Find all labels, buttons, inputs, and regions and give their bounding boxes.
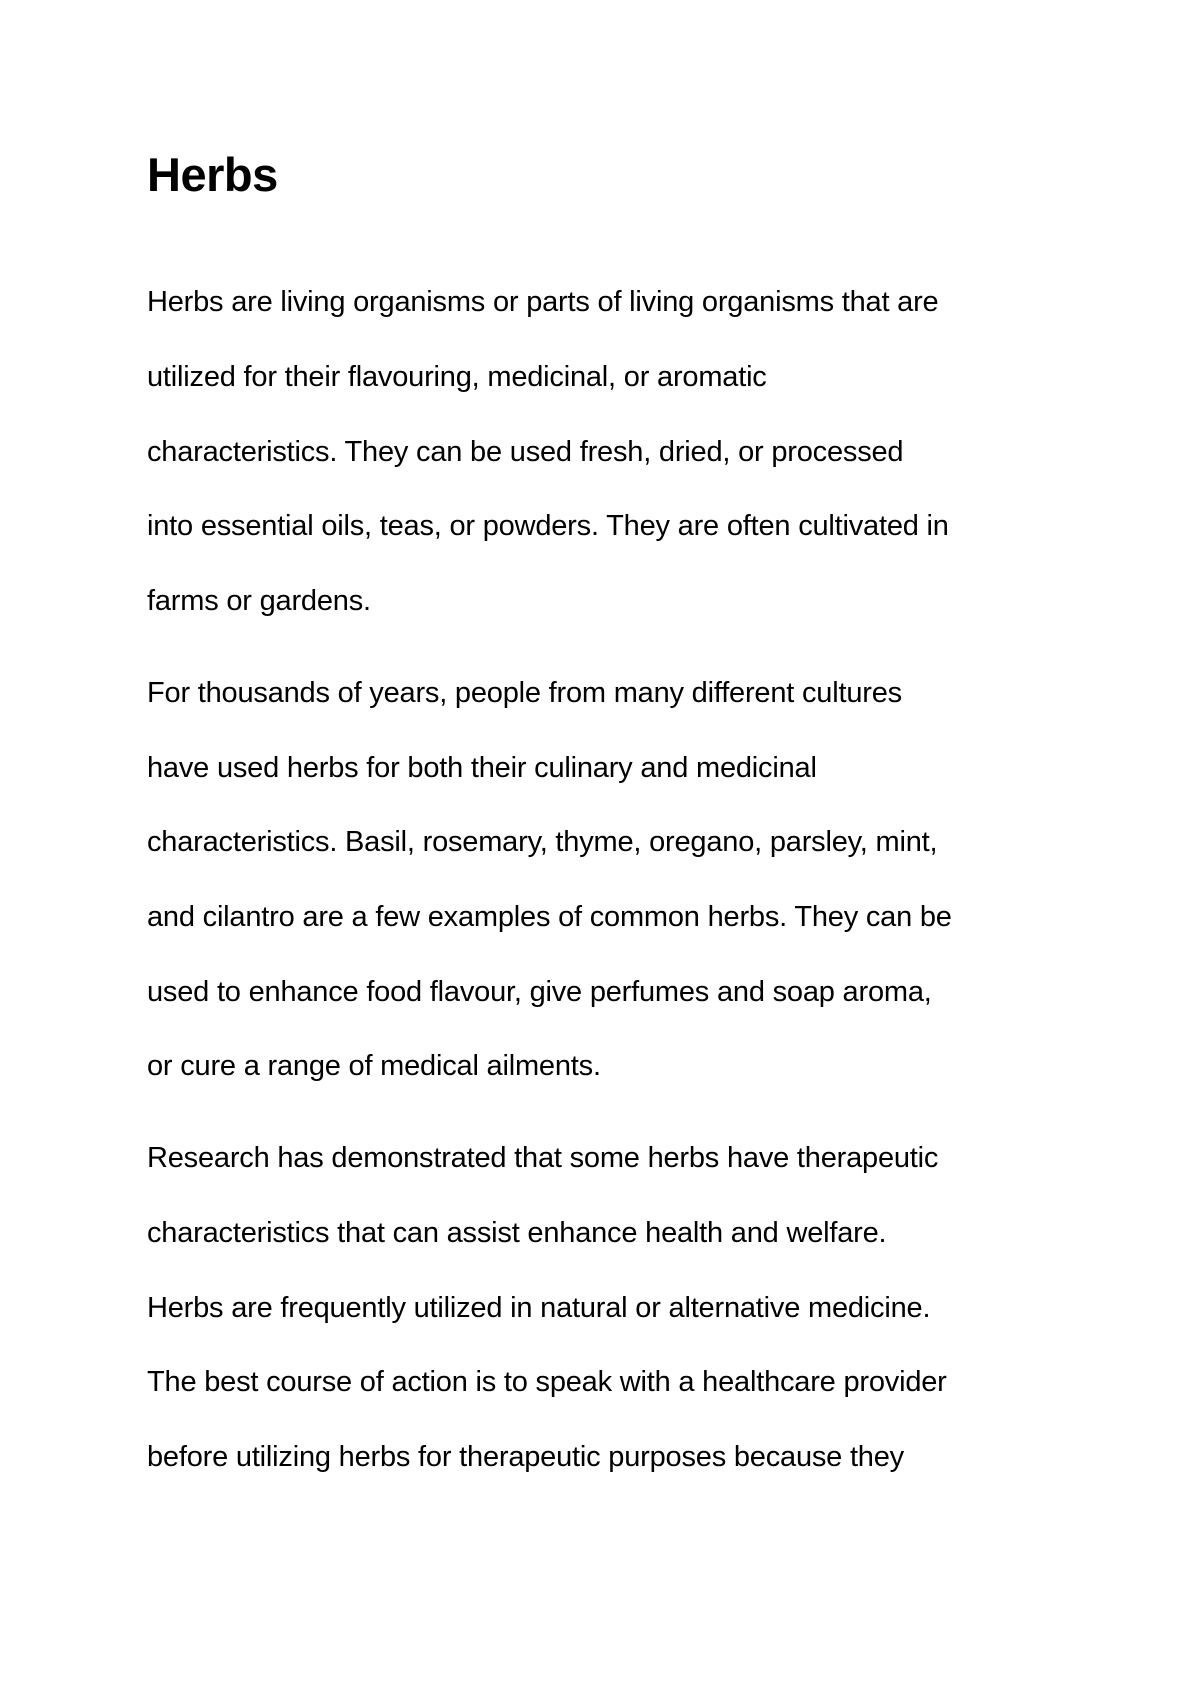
text-line: The best course of action is to speak with a healthcare provider xyxy=(147,1366,947,1398)
text-line: utilized for their flavouring, medicinal, or aromatic xyxy=(147,361,767,393)
document-title: Herbs xyxy=(147,148,278,201)
text-line: used to enhance food flavour, give perfumes and soap aroma, xyxy=(147,976,932,1008)
text-line: Research has demonstrated that some herbs have therapeutic xyxy=(147,1142,939,1174)
text-line: have used herbs for both their culinary and medicinal xyxy=(147,752,817,784)
text-line: before utilizing herbs for therapeutic purposes because they xyxy=(147,1441,904,1473)
text-line: Herbs are living organisms or parts of living organisms that are xyxy=(147,286,939,318)
text-line: characteristics that can assist enhance health and welfare. xyxy=(147,1217,887,1249)
text-line: into essential oils, teas, or powders. They are often cultivated in xyxy=(147,510,949,542)
text-line: or cure a range of medical ailments. xyxy=(147,1050,601,1082)
text-line: and cilantro are a few examples of common herbs. They can be xyxy=(147,901,952,933)
text-line: Herbs are frequently utilized in natural or alternative medicine. xyxy=(147,1292,931,1324)
text-line: characteristics. They can be used fresh, dried, or processed xyxy=(147,436,904,468)
text-line: farms or gardens. xyxy=(147,585,371,617)
text-line: characteristics. Basil, rosemary, thyme, oregano, parsley, mint, xyxy=(147,826,938,858)
text-line: For thousands of years, people from many different cultures xyxy=(147,677,902,709)
